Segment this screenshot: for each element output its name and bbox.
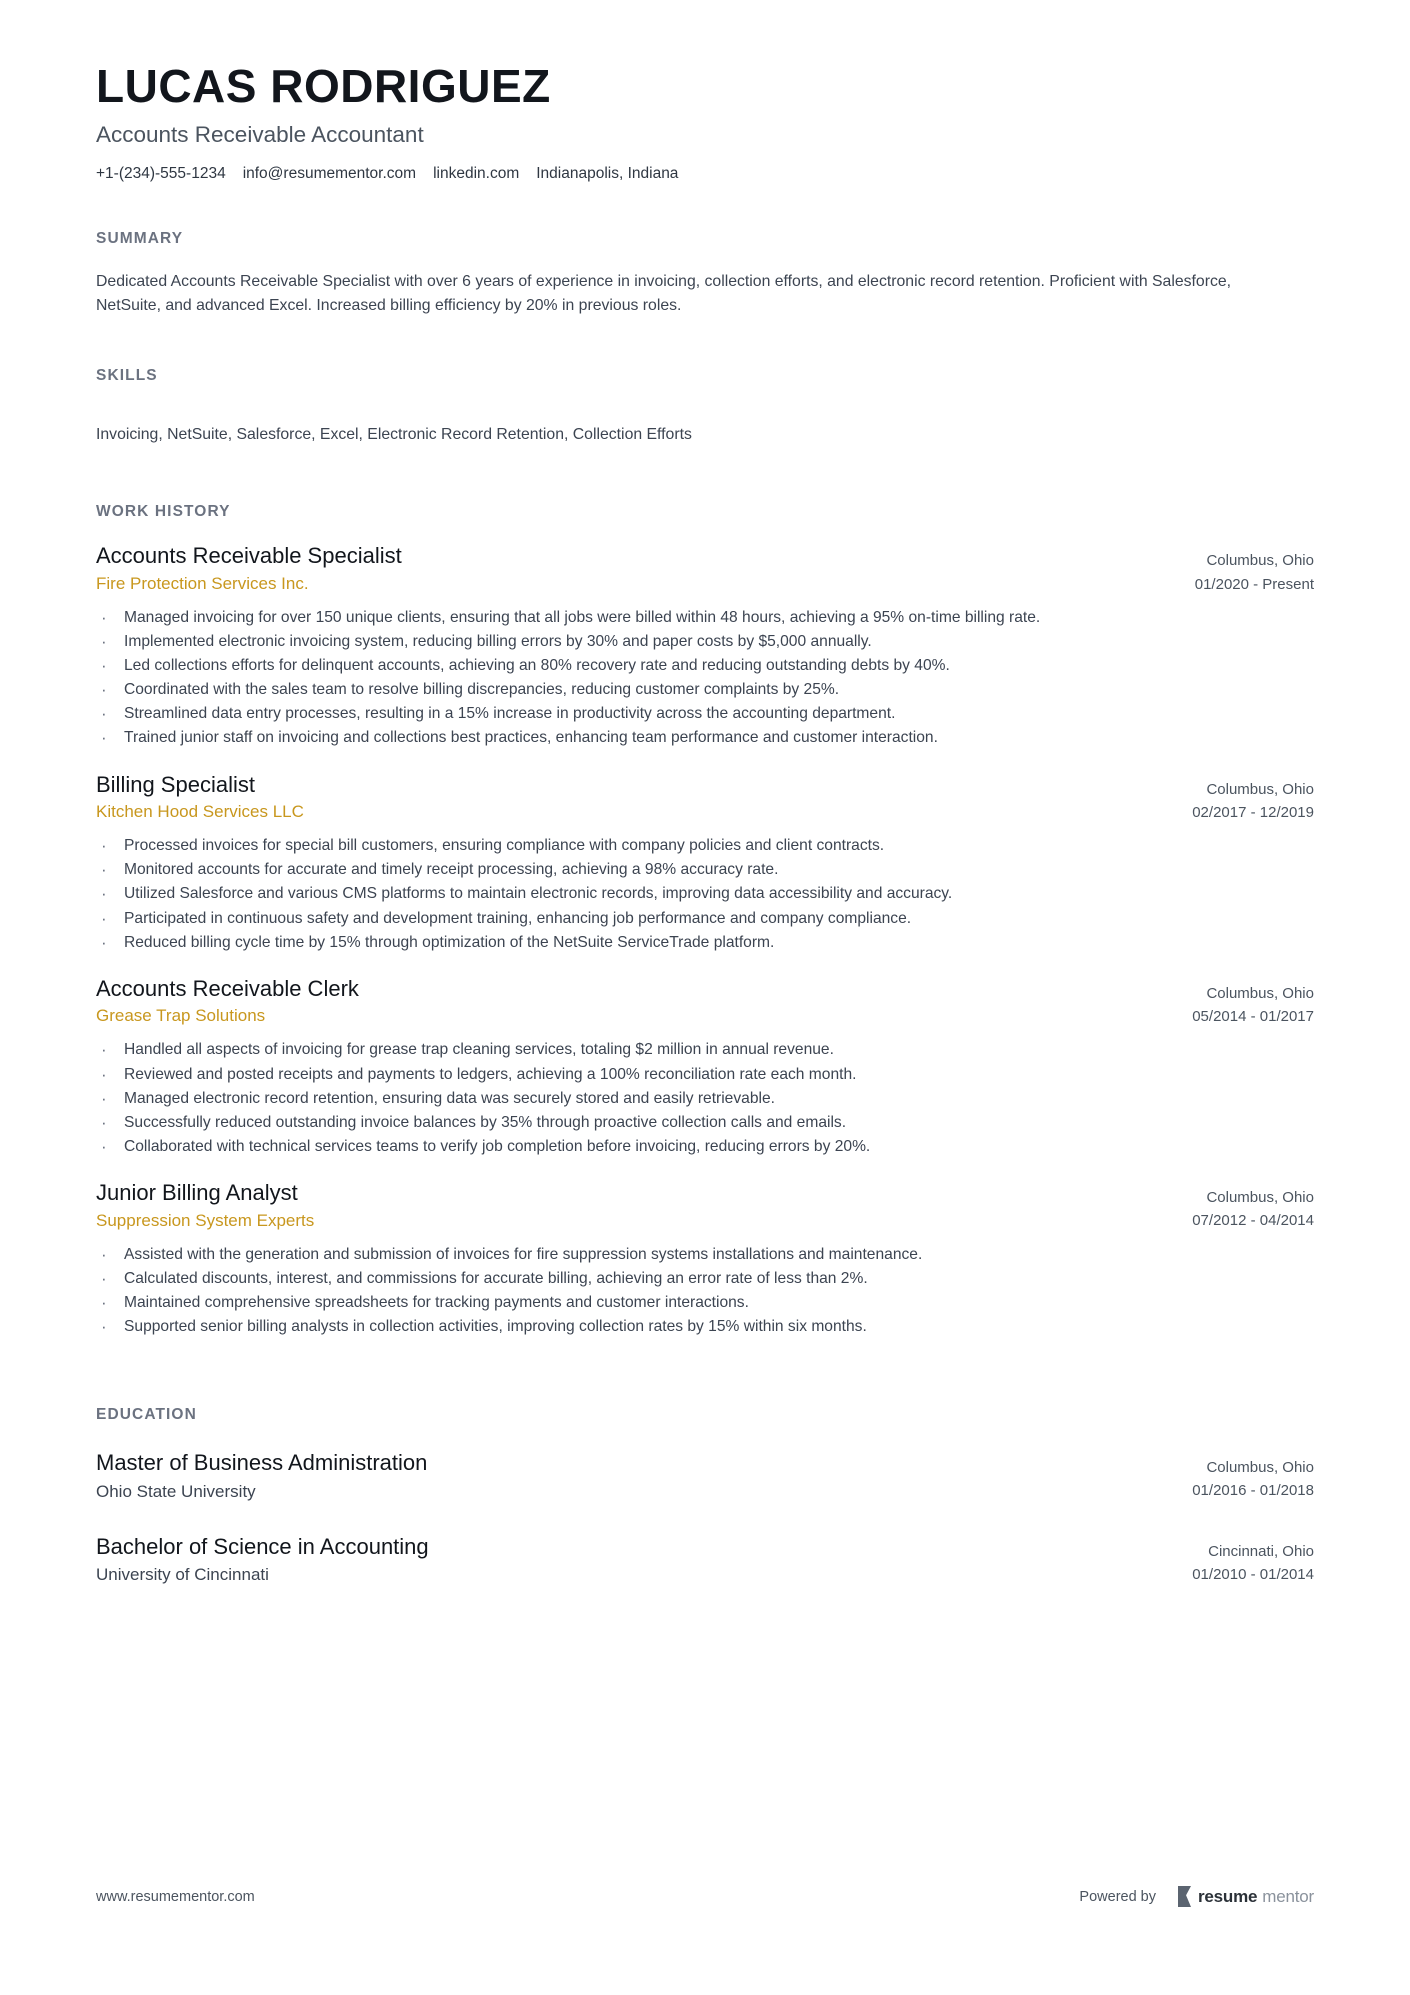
work-entry-bullet: · Calculated discounts, interest, and commissions for accurate billing, achieving an error rate of less than 2%. — [96, 1267, 1314, 1290]
footer-website-url: www.resumementor.com — [96, 1888, 255, 1905]
work-entry — [96, 772, 1314, 954]
work-entry-location: Columbus, Ohio — [1206, 1188, 1314, 1206]
work-history-entries — [96, 543, 1314, 1338]
work-entry-bullet: · Reduced billing cycle time by 15% through optimization of the NetSuite ServiceTrade platform. — [96, 931, 1314, 954]
work-entry-left — [96, 1180, 1168, 1233]
work-entry-bullets — [96, 1243, 1314, 1338]
candidate-name: LUCAS RODRIGUEZ — [96, 60, 551, 112]
education-entry-meta — [1168, 1534, 1314, 1587]
work-entry-bullet: · Processed invoices for special bill customers, ensuring compliance with company policies and client contracts. — [96, 834, 1314, 857]
education-entry-location: Columbus, Ohio — [1206, 1458, 1314, 1476]
work-entry-bullet: · Assisted with the generation and submission of invoices for fire suppression systems installations and maintenance. — [96, 1243, 1314, 1266]
contact-line — [96, 164, 1314, 184]
work-entry-title: Billing Specialist — [96, 771, 255, 797]
skills-text: Invoicing, NetSuite, Salesforce, Excel, Electronic Record Retention, Collection Efforts — [96, 425, 692, 443]
work-entry-dates: 02/2017 - 12/2019 — [1192, 803, 1314, 821]
work-entry-company: Suppression System Experts — [96, 1210, 315, 1230]
education-entry-meta — [1168, 1450, 1314, 1503]
work-entry-meta — [1168, 1180, 1314, 1233]
resumementor-logo — [1178, 1886, 1314, 1907]
work-entry-bullet: · Reviewed and posted receipts and payments to ledgers, achieving a 100% reconciliation rate each month. — [96, 1063, 1314, 1086]
work-history-section — [96, 503, 1314, 1338]
education-entry-degree: Master of Business Administration — [96, 1449, 428, 1475]
education-entry-left — [96, 1450, 1168, 1504]
work-entry-dates: 07/2012 - 04/2014 — [1192, 1212, 1314, 1230]
contact-email: info@resumementor.com — [242, 164, 417, 182]
work-entry-bullet: · Handled all aspects of invoicing for grease trap cleaning services, totaling $2 million in annual revenue. — [96, 1038, 1314, 1061]
summary-text: Dedicated Accounts Receivable Specialist with over 6 years of experience in invoicing, collection efforts, and electronic record retention. Proficient with Salesforce, NetSuite, and advanced Excel. Increased billing efficiency by 20% in previous roles. — [96, 272, 1232, 315]
work-entry-bullet: · Managed electronic record retention, ensuring data was securely stored and easily retrievable. — [96, 1087, 1314, 1110]
footer-brand-group — [1079, 1886, 1314, 1907]
work-entry-dates: 01/2020 - Present — [1194, 575, 1314, 593]
work-entry-bullet: · Led collections efforts for delinquent accounts, achieving an 80% recovery rate and reducing outstanding debts by 40%. — [96, 654, 1314, 677]
work-entry-header — [96, 772, 1314, 825]
work-entry-dates: 05/2014 - 01/2017 — [1192, 1007, 1314, 1025]
education-entries — [96, 1450, 1314, 1588]
work-entry-bullet: · Collaborated with technical services teams to verify job completion before invoicing, reducing errors by 20%. — [96, 1135, 1314, 1158]
education-entry-degree: Bachelor of Science in Accounting — [96, 1533, 429, 1559]
work-entry — [96, 976, 1314, 1158]
work-entry-title: Junior Billing Analyst — [96, 1179, 298, 1205]
education-entry-school: Ohio State University — [96, 1481, 256, 1501]
work-entry-company: Fire Protection Services Inc. — [96, 574, 309, 594]
work-entry-left — [96, 543, 1171, 596]
education-section — [96, 1406, 1314, 1588]
resume-header — [96, 62, 1314, 184]
work-entry-meta — [1171, 543, 1314, 596]
brand-name-strong: resume — [1198, 1886, 1258, 1906]
work-entry-bullet: · Maintained comprehensive spreadsheets for tracking payments and customer interactions. — [96, 1291, 1314, 1314]
brand-name-light: mentor — [1262, 1886, 1314, 1906]
resumementor-mark-icon — [1178, 1886, 1191, 1907]
work-entry-bullet: · Utilized Salesforce and various CMS platforms to maintain electronic records, improving data accessibility and accuracy. — [96, 882, 1314, 905]
work-entry-meta — [1168, 976, 1314, 1029]
skills-section — [96, 367, 1314, 447]
contact-phone: +1-(234)-555-1234 — [96, 164, 226, 182]
work-entry-location: Columbus, Ohio — [1206, 780, 1314, 798]
work-entry-bullet: · Implemented electronic invoicing system, reducing billing errors by 30% and paper costs by $5,000 annually. — [96, 630, 1314, 653]
work-entry-bullets — [96, 834, 1314, 953]
work-entry-header — [96, 543, 1314, 596]
work-entry — [96, 543, 1314, 749]
work-entry-bullet: · Trained junior staff on invoicing and collections best practices, enhancing team performance and customer interaction. — [96, 726, 1314, 749]
education-entry-left — [96, 1534, 1168, 1588]
powered-by-label: Powered by — [1079, 1888, 1156, 1905]
work-entry-company: Grease Trap Solutions — [96, 1006, 266, 1026]
work-entry-meta — [1168, 772, 1314, 825]
education-entry-school: University of Cincinnati — [96, 1565, 269, 1585]
education-entry-header — [96, 1450, 1314, 1504]
work-entry-bullet: · Managed invoicing for over 150 unique clients, ensuring that all jobs were billed within 48 hours, achieving a 95% on-time billing rate. — [96, 606, 1314, 629]
contact-location: Indianapolis, Indiana — [536, 164, 679, 182]
education-entry-header — [96, 1534, 1314, 1588]
work-entry — [96, 1180, 1314, 1338]
summary-heading: SUMMARY — [96, 229, 184, 247]
education-entry-dates: 01/2010 - 01/2014 — [1192, 1565, 1314, 1583]
work-entry-bullet: · Monitored accounts for accurate and timely receipt processing, achieving a 98% accuracy rate. — [96, 858, 1314, 881]
education-heading: EDUCATION — [96, 1405, 197, 1423]
work-entry-title: Accounts Receivable Clerk — [96, 975, 359, 1001]
education-entry — [96, 1450, 1314, 1504]
work-entry-bullet: · Participated in continuous safety and development training, enhancing job performance and company compliance. — [96, 907, 1314, 930]
work-entry-left — [96, 772, 1168, 825]
education-entry-location: Cincinnati, Ohio — [1208, 1542, 1314, 1560]
work-entry-location: Columbus, Ohio — [1206, 984, 1314, 1002]
work-entry-bullet: · Coordinated with the sales team to resolve billing discrepancies, reducing customer complaints by 25%. — [96, 678, 1314, 701]
education-entry-dates: 01/2016 - 01/2018 — [1192, 1482, 1314, 1500]
work-history-heading: WORK HISTORY — [96, 503, 231, 521]
candidate-job-title: Accounts Receivable Accountant — [96, 121, 424, 147]
work-entry-location: Columbus, Ohio — [1206, 552, 1314, 570]
work-entry-bullet: · Supported senior billing analysts in collection activities, improving collection rates by 15% within six months. — [96, 1315, 1314, 1338]
skills-heading: SKILLS — [96, 366, 158, 384]
work-entry-bullets — [96, 606, 1314, 749]
work-entry-bullet: · Successfully reduced outstanding invoice balances by 35% through proactive collection calls and emails. — [96, 1111, 1314, 1134]
work-entry-title: Accounts Receivable Specialist — [96, 543, 402, 569]
work-entry-left — [96, 976, 1168, 1029]
education-entry — [96, 1534, 1314, 1588]
page-footer — [96, 1886, 1314, 1907]
work-entry-header — [96, 976, 1314, 1029]
work-entry-bullet: · Streamlined data entry processes, resulting in a 15% increase in productivity across the accounting department. — [96, 702, 1314, 725]
work-entry-company: Kitchen Hood Services LLC — [96, 802, 304, 822]
work-entry-header — [96, 1180, 1314, 1233]
summary-section — [96, 230, 1314, 319]
work-entry-bullets — [96, 1038, 1314, 1157]
contact-linkedin: linkedin.com — [433, 164, 520, 182]
